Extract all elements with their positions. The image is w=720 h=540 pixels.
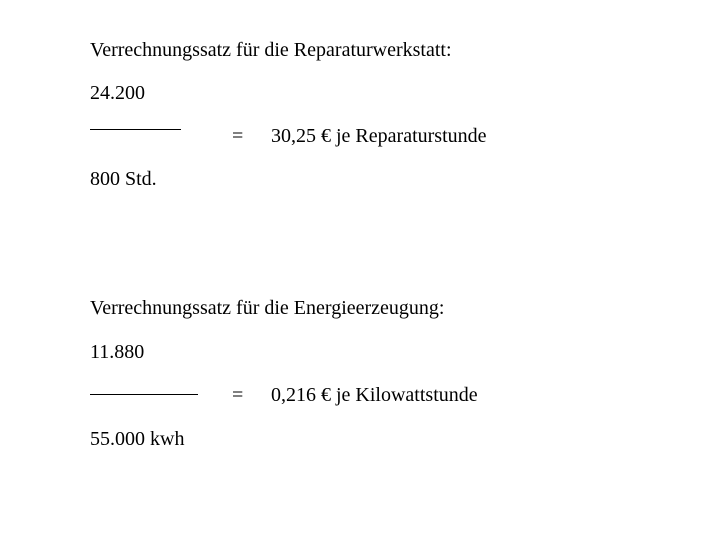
energy-rate-numerator: 11.880 bbox=[90, 341, 145, 363]
repair-rate-equals-sign: = bbox=[232, 125, 244, 147]
repair-rate-heading: Verrechnungssatz für die Reparaturwerkstatt: bbox=[90, 39, 452, 61]
repair-rate-numerator: 24.200 bbox=[90, 82, 145, 104]
repair-rate-denominator: 800 Std. bbox=[90, 168, 157, 190]
energy-rate-result: 0,216 € je Kilowattstunde bbox=[271, 384, 478, 406]
energy-rate-heading: Verrechnungssatz für die Energieerzeugung: bbox=[90, 297, 445, 319]
energy-rate-denominator: 55.000 kwh bbox=[90, 428, 185, 450]
energy-rate-equals-sign: = bbox=[232, 384, 244, 406]
repair-rate-fraction-line bbox=[90, 129, 181, 130]
energy-rate-fraction-line bbox=[90, 394, 198, 395]
repair-rate-result: 30,25 € je Reparaturstunde bbox=[271, 125, 487, 147]
